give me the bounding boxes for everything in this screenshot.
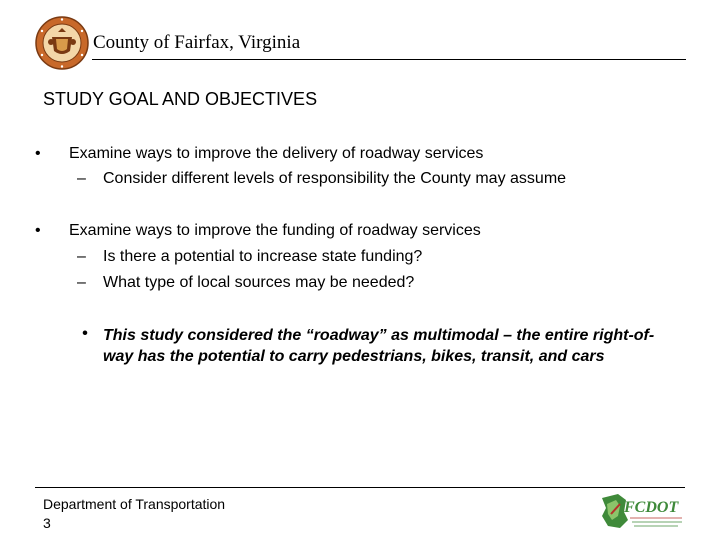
page-number: 3	[43, 515, 51, 531]
fcdot-logo-icon	[598, 490, 688, 532]
header-divider	[92, 59, 686, 60]
bullet-marker: •	[35, 222, 41, 239]
dash-marker: –	[77, 248, 86, 265]
objective-1-subpoint-1: Consider different levels of responsibility the County may assume	[103, 170, 567, 187]
footer-divider	[35, 487, 685, 488]
objective-2-subpoint-1: Is there a potential to increase state funding?	[103, 248, 423, 265]
note-bullet-marker: •	[82, 325, 88, 342]
objective-2-subpoint-2: What type of local sources may be needed?	[103, 274, 415, 291]
slide-title: STUDY GOAL AND OBJECTIVES	[43, 89, 318, 109]
dash-marker: –	[77, 170, 86, 187]
dash-marker: –	[77, 274, 86, 291]
bullet-marker: •	[35, 145, 41, 162]
multimodal-note: This study considered the “roadway” as multimodal – the entire right-of-way has the potential to carry pedestrians, bikes, transit, and cars	[103, 327, 655, 365]
objective-2-text: Examine ways to improve the funding of roadway services	[69, 222, 481, 239]
logo-wordmark: FCDOT	[624, 499, 679, 516]
footer-department: Department of Transportation	[43, 496, 226, 512]
county-seal-icon	[34, 15, 90, 71]
objective-1-text: Examine ways to improve the delivery of roadway services	[69, 145, 484, 162]
county-name: County of Fairfax, Virginia	[93, 32, 301, 53]
